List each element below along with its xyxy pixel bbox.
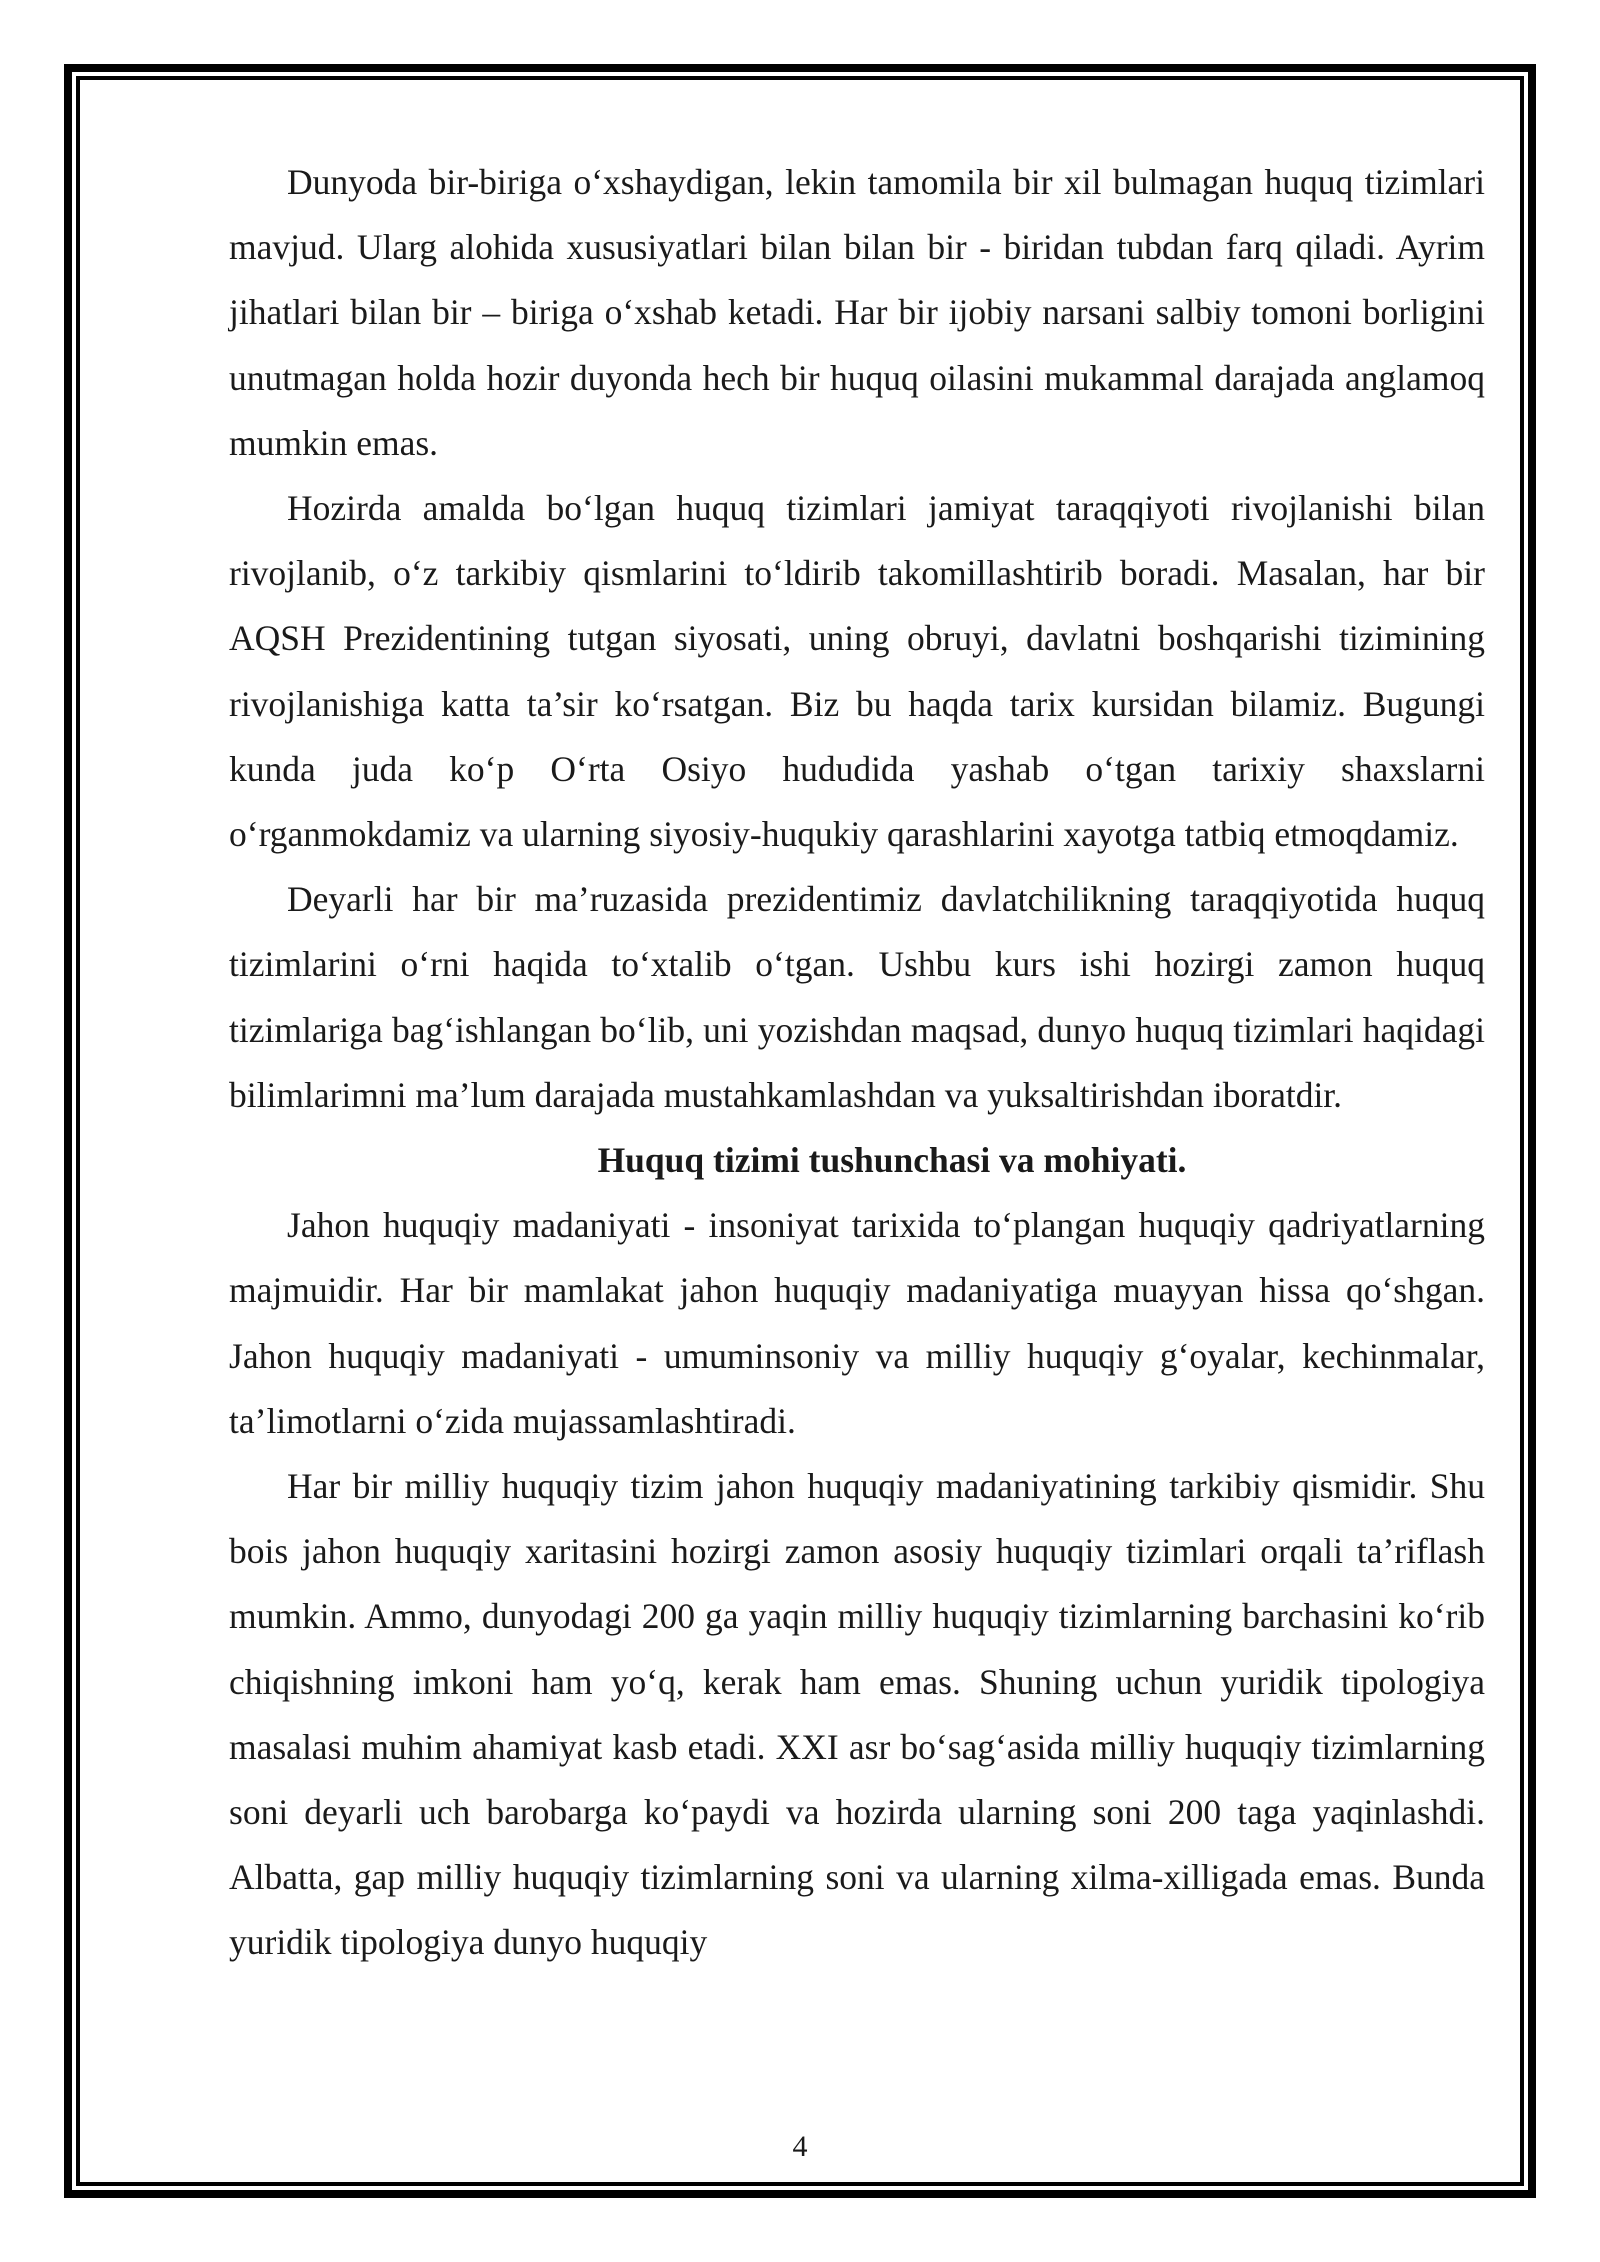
paragraph-1: Dunyoda bir-biriga o‘xshaydigan, lekin tamomila bir xil bulmagan huquq tizimlari mavjud. Ularg alohida xususiyatlari bilan bilan bir - biridan tubdan farq qiladi. Ayrim jihatlari bilan bir – biriga o‘xshab ketadi. Har bir ijobiy narsani salbiy tomoni borligini unutmagan holda hozir duyonda hech bir huquq oilasini mukammal darajada anglamoq mumkin emas.	[229, 162, 1485, 463]
section-heading: Huquq tizimi tushunchasi va mohiyati.	[597, 1140, 1187, 1181]
paragraph-3: Deyarli har bir ma’ruzasida prezidentimiz davlatchilikning taraqqiyotida huquq tizimlarini o‘rni haqida to‘xtalib o‘tgan. Ushbu kurs ishi hozirgi zamon huquq tizimlariga bag‘ishlangan bo‘lib, uni yozishdan maqsad, dunyo huquq tizimlari haqidagi bilimlarimni ma’lum darajada mustahkamlashdan va yuksaltirishdan iboratdir.	[229, 879, 1485, 1115]
paragraph-2: Hozirda amalda bo‘lgan huquq tizimlari jamiyat taraqqiyoti rivojlanishi bilan rivojlanib, o‘z tarkibiy qismlarini to‘ldirib takomillashtirib boradi. Masalan, har bir AQSH Prezidentining tutgan siyosati, uning obruyi, davlatni boshqarishi tizimining rivojlanishiga katta ta’sir ko‘rsatgan. Biz bu haqda tarix kursidan bilamiz. Bugungi kunda juda ko‘p O‘rta Osiyo hududida yashab o‘tgan tarixiy shaxslarni o‘rganmokdamiz va ularning siyosiy-huqukiy qarashlarini xayotga tatbiq etmoqdamiz.	[229, 488, 1485, 855]
document-body	[229, 150, 1485, 1976]
paragraph-5: Har bir milliy huquqiy tizim jahon huquqiy madaniyatining tarkibiy qismidir. Shu bois jahon huquqiy xaritasini hozirgi zamon asosiy huquqiy tizimlari orqali ta’riflash mumkin. Ammo, dunyodagi 200 ga yaqin milliy huquqiy tizimlarning barchasini ko‘rib chiqishning imkoni ham yo‘q, kerak ham emas. Shuning uchun yuridik tipologiya masalasi muhim ahamiyat kasb etadi. XXI asr bo‘sag‘asida milliy huquqiy tizimlarning soni deyarli uch barobarga ko‘paydi va hozirda ularning soni 200 taga yaqinlashdi. Albatta, gap milliy huquqiy tizimlarning soni va ularning xilma-xilligada emas. Bunda yuridik tipologiya dunyo huquqiy	[229, 1466, 1485, 1963]
paragraph-4: Jahon huquqiy madaniyati - insoniyat tarixida to‘plangan huquqiy qadriyatlarning majmuidir. Har bir mamlakat jahon huquqiy madaniyatiga muayyan hissa qo‘shgan. Jahon huquqiy madaniyati - umuminsoniy va milliy huquqiy g‘oyalar, kechinmalar, ta’limotlarni o‘zida mujassamlashtiradi.	[229, 1205, 1485, 1441]
page-number: 4	[792, 2130, 808, 2163]
